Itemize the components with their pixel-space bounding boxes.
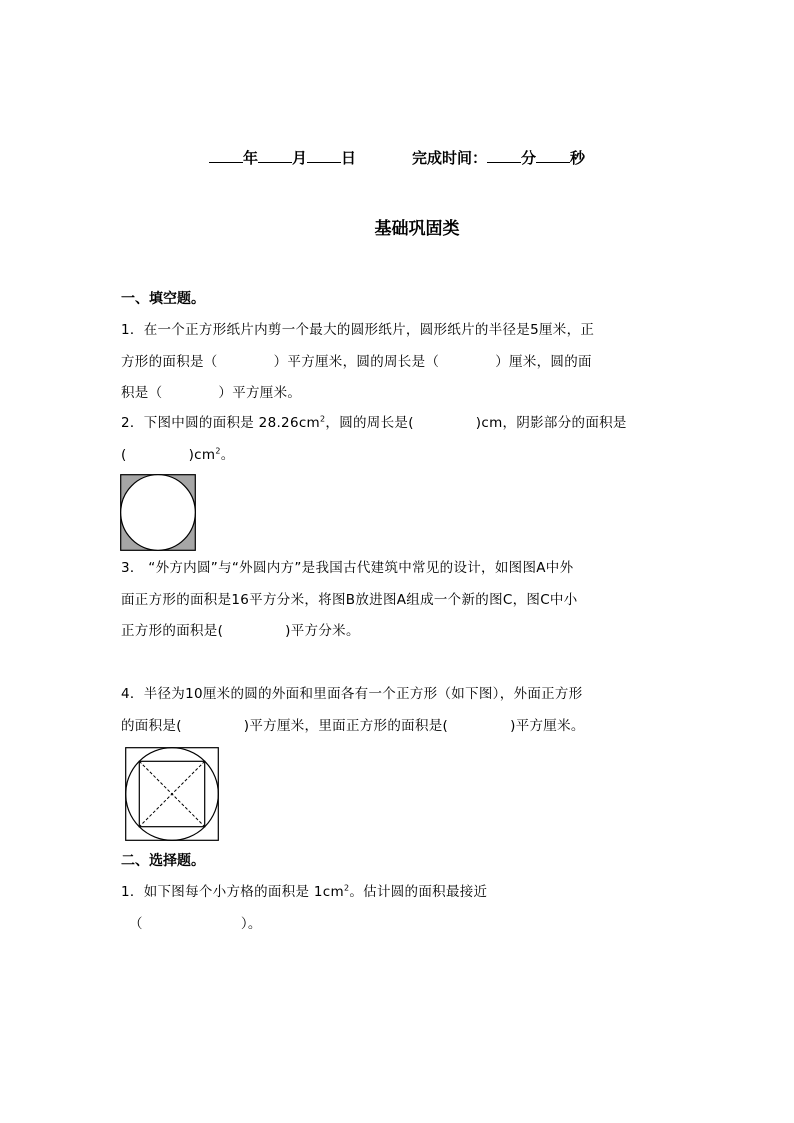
header-date-time: [0, 146, 794, 170]
q1-text: ）平方厘米，圆的周长是（: [273, 353, 440, 370]
month-label: 月: [291, 149, 307, 167]
q1-line1: 1．在一个正方形纸片内剪一个最大的圆形纸片，圆形纸片的半径是5厘米，正: [121, 322, 595, 338]
second-blank[interactable]: [536, 148, 570, 163]
q3-text: )平方分米。: [285, 623, 360, 639]
q1-text: 积是（: [121, 385, 163, 401]
q1-line3: [121, 378, 681, 410]
q2-text: )cm: [188, 446, 216, 463]
year-blank[interactable]: [209, 148, 243, 163]
p2q1-text: （: [129, 915, 143, 932]
p2q1-text: 1．如下图每个小方格的面积是 1cm: [121, 884, 344, 900]
day-blank[interactable]: [307, 148, 341, 163]
q3-text: 正方形的面积是(: [121, 623, 224, 639]
year-label: 年: [242, 149, 258, 167]
q4-line2: [121, 711, 681, 743]
section-title: 基础巩固类: [374, 219, 460, 239]
minute-label: 分: [521, 149, 537, 167]
part2-heading: 二、选择题。: [121, 853, 205, 869]
p2q1-line1: [121, 877, 681, 909]
q4-text: 的面积是(: [121, 717, 182, 734]
q2-line1: [121, 408, 681, 440]
p2q1-text: 。估计圆的面积最接近: [349, 884, 488, 900]
q2-superscript: 2: [320, 414, 326, 424]
q2-text: 。: [220, 446, 235, 463]
question-3: [121, 553, 681, 648]
q4-text: )平方厘米，里面正方形的面积是(: [243, 717, 449, 734]
question-1: [121, 315, 681, 410]
part1-heading: 一、填空题。: [121, 291, 205, 307]
q3-line3: [121, 616, 681, 648]
p2q1-line2: [121, 909, 681, 941]
q3-line1: 3． “外方内圆”与“外圆内方”是我国古代建筑中常见的设计，如图图A中外: [121, 560, 574, 576]
time-label: 完成时间：: [412, 149, 488, 167]
month-blank[interactable]: [258, 148, 292, 163]
minute-blank[interactable]: [487, 148, 521, 163]
q2-text: (: [121, 446, 127, 463]
q4-figure-squares-circle: [125, 747, 219, 841]
q2-line2: [121, 440, 681, 472]
q1-text: 方形的面积是（: [121, 353, 218, 370]
q4-text: )平方厘米。: [510, 717, 585, 734]
choice-question-1: [121, 877, 681, 940]
p2q1-text: ）。: [240, 915, 262, 932]
second-label: 秒: [570, 149, 586, 167]
q4-line1: 4．半径为10厘米的圆的外面和里面各有一个正方形（如下图），外面正方形: [121, 686, 583, 702]
inscribed-circle: [121, 475, 196, 551]
q2-text: 2．下图中圆的面积是 28.26cm: [121, 415, 321, 431]
question-2: [121, 408, 681, 471]
q2-superscript: 2: [215, 446, 221, 455]
q2-text: )cm，阴影部分的面积是: [475, 415, 627, 431]
day-label: 日: [340, 149, 356, 167]
diagonal-dashed-2: [139, 761, 204, 826]
question-4: [121, 679, 681, 742]
p2q1-superscript: 2: [343, 883, 350, 893]
q1-text: ）厘米，圆的面: [495, 353, 592, 370]
q1-text: ）平方厘米。: [218, 385, 302, 401]
q2-text: ，圆的周长是(: [325, 415, 414, 431]
q2-figure-square-circle: [120, 474, 196, 551]
q1-line2: [121, 347, 681, 379]
q3-line2: 面正方形的面积是16平方分米，将图B放进图A组成一个新的图C，图C中小: [121, 591, 578, 608]
